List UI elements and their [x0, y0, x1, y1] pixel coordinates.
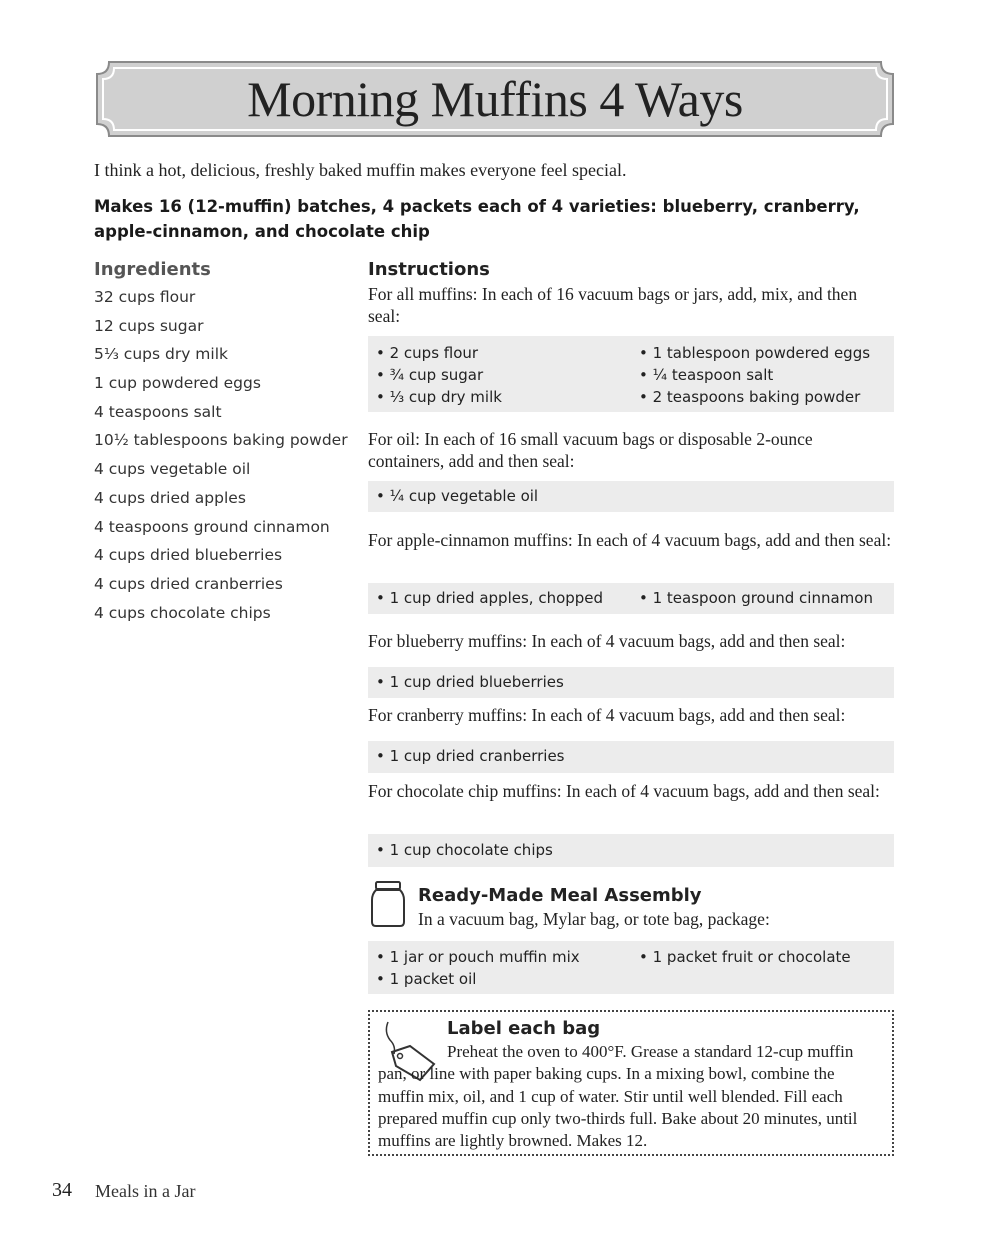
ready-meal-box [368, 941, 894, 994]
blueberry-box [368, 667, 894, 698]
apple-cinnamon-text: For apple-cinnamon muffins: In each of 4 vacuum bags, add and then seal: [368, 530, 892, 550]
title-banner [95, 60, 895, 138]
list-item: • 1 cup chocolate chips [376, 841, 553, 859]
ingredient-item: 12 cups sugar [94, 316, 204, 335]
oil-box [368, 481, 894, 512]
list-item: • 1 cup dried cranberries [376, 747, 565, 765]
cranberry-box [368, 741, 894, 773]
list-item: • 2 cups flour [376, 344, 479, 362]
jar-icon [370, 880, 406, 928]
blueberry-text: For blueberry muffins: In each of 4 vacuum bags, add and then seal: [368, 631, 846, 651]
ingredient-item: 32 cups flour [94, 288, 196, 306]
ingredient-item: 4 cups dried blueberries [94, 546, 283, 565]
list-item: • ¼ teaspoon salt [639, 366, 774, 384]
label-instructions: Preheat the oven to 400°F. Grease a standard 12-cup muffin pan, or line with paper baking cups. In a mixing bowl, combine the muffin mix, oil, and 1 cup of water. Stir until well blended. Fill each prepared muffin cup only two-thirds full. Bake about 20 minutes, until muffins are lightly browned. Makes 12. [378, 1042, 858, 1151]
yield-text: Makes 16 (12-muffin) batches, 4 packets each of 4 varieties: blueberry, cranberry, apple-cinnamon, and chocolate chip [94, 197, 860, 241]
list-item: • ¾ cup sugar [376, 366, 484, 384]
list-item: • ¼ cup vegetable oil [376, 487, 539, 505]
ingredient-item: 10½ tablespoons baking powder [94, 431, 348, 450]
list-item: • 1 packet fruit or chocolate [639, 948, 851, 966]
ingredient-item: 1 cup powdered eggs [94, 374, 261, 393]
instructions-heading: Instructions [368, 259, 490, 280]
list-item: • 1 cup dried blueberries [376, 673, 564, 691]
all-muffins-text: For all muffins: In each of 16 vacuum bags or jars, add, mix, and then seal: [368, 284, 858, 326]
list-item: • 1 tablespoon powdered eggs [639, 344, 871, 362]
chocolate-chip-text: For chocolate chip muffins: In each of 4 vacuum bags, add and then seal: [368, 781, 880, 801]
running-footer-title: Meals in a Jar [95, 1181, 196, 1201]
ingredients-list [94, 284, 348, 628]
page-title: Morning Muffins 4 Ways [247, 71, 743, 127]
list-item: • ⅓ cup dry milk [376, 388, 502, 406]
apple-cinnamon-box [368, 583, 894, 614]
page-number: 34 [52, 1179, 72, 1201]
ingredient-item: 4 teaspoons salt [94, 402, 222, 421]
ingredient-item: 4 cups dried cranberries [94, 574, 283, 593]
chocolate-chip-box [368, 834, 894, 867]
ingredients-heading: Ingredients [94, 259, 211, 280]
list-item: • 2 teaspoons baking powder [639, 388, 861, 406]
intro-text: I think a hot, delicious, freshly baked muffin makes everyone feel special. [94, 160, 627, 180]
list-item: • 1 cup dried apples, chopped [376, 589, 604, 607]
ingredient-item: 4 teaspoons ground cinnamon [94, 517, 330, 536]
ready-meal-subtitle: In a vacuum bag, Mylar bag, or tote bag, package: [418, 909, 770, 929]
ingredient-item: 4 cups chocolate chips [94, 603, 271, 622]
ready-meal-heading: Ready-Made Meal Assembly [418, 885, 702, 906]
list-item: • 1 packet oil [376, 970, 477, 988]
ingredient-item: 4 cups dried apples [94, 488, 246, 507]
ingredient-item: 5⅓ cups dry milk [94, 345, 228, 364]
all-muffins-box [368, 336, 894, 412]
ingredient-item: 4 cups vegetable oil [94, 460, 251, 479]
oil-text: For oil: In each of 16 small vacuum bags or disposable 2-ounce containers, add and then seal: [368, 429, 813, 471]
cranberry-text: For cranberry muffins: In each of 4 vacuum bags, add and then seal: [368, 705, 846, 725]
list-item: • 1 jar or pouch muffin mix [376, 948, 580, 966]
label-heading: Label each bag [447, 1018, 601, 1039]
list-item: • 1 teaspoon ground cinnamon [639, 589, 873, 607]
